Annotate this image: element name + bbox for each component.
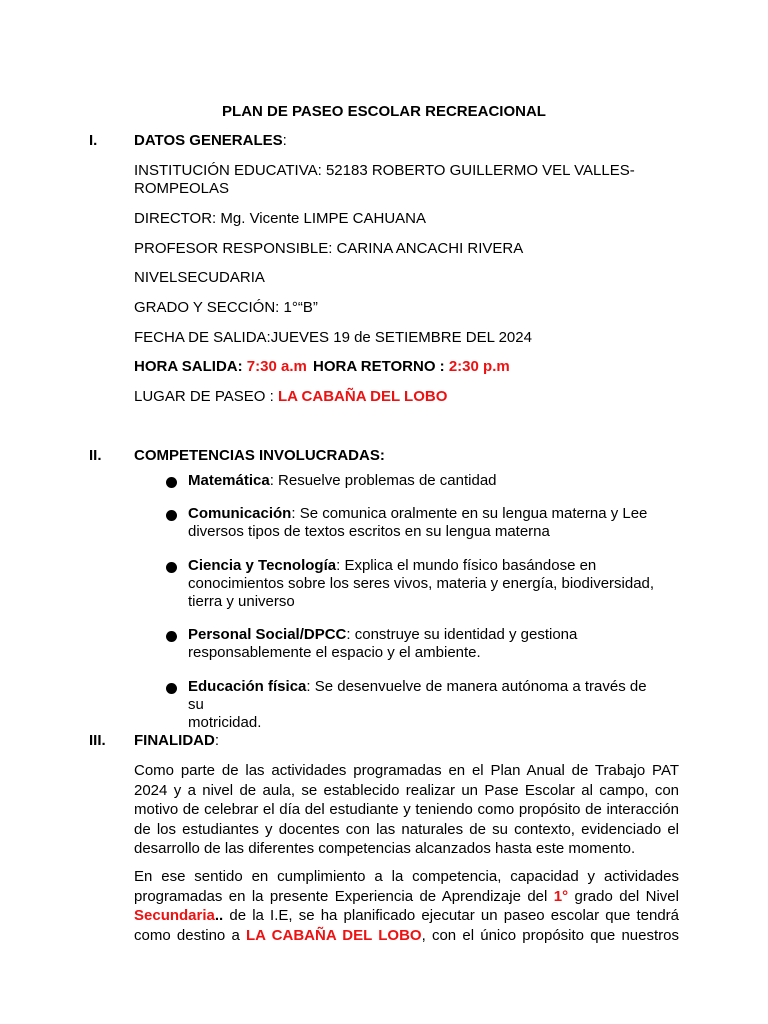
paragraph-line: de los estudiantes y docentes con las naturales de su contexto, evidenciado el xyxy=(134,820,679,838)
competencia-text xyxy=(188,472,666,490)
paragraph-line xyxy=(134,926,679,946)
p2-line-3-part-c: de la I.E, se ha planificado ejecutar un paseo escolar que tendrá xyxy=(223,907,679,924)
section-3-title xyxy=(134,732,219,749)
paragraph-line: desarrollo de las diferentes competencias alcanzados hasta este momento. xyxy=(134,840,636,857)
lugar-label: LUGAR DE PASEO : xyxy=(134,388,278,405)
finalidad-paragraph-1 xyxy=(134,761,679,859)
competencia-name: Personal Social/DPCC xyxy=(188,626,347,643)
grado-highlight: 1° xyxy=(553,887,569,905)
section-1-number: I. xyxy=(89,132,98,149)
institucion-line-1: INSTITUCIÓN EDUCATIVA: 52183 ROBERTO GUILLERMO VEL VALLES- xyxy=(134,162,635,179)
destino-highlight: LA CABAÑA DEL LOBO xyxy=(246,926,422,944)
competencia-text xyxy=(188,505,666,541)
paragraph-line: Como parte de las actividades programadas en el Plan Anual de Trabajo PAT xyxy=(134,762,679,779)
section-1-title-colon: : xyxy=(282,132,287,149)
paragraph-line: 2024 y a nivel de aula, se establecido realizar un Pase Escolar al campo, con xyxy=(134,781,679,799)
section-3-number: III. xyxy=(89,732,106,749)
competencia-name: Comunicación xyxy=(188,505,292,522)
p2-line-4-part-c: , con el único propósito que nuestros xyxy=(421,926,679,944)
competencia-desc-line-2: responsablemente el espacio y el ambiente. xyxy=(188,644,481,661)
bullet-dot xyxy=(166,510,177,521)
paragraph-line xyxy=(134,906,679,926)
competencia-name: Educación física xyxy=(188,678,307,695)
paragraph-line: En ese sentido en cumplimiento a la competencia, capacidad y actividades xyxy=(134,868,679,885)
section-2-title: COMPETENCIAS INVOLUCRADAS: xyxy=(134,447,385,464)
hora-salida-label: HORA SALIDA: xyxy=(134,358,247,375)
section-1-title-text: DATOS GENERALES xyxy=(134,132,283,149)
lugar-line xyxy=(134,388,654,406)
competencia-desc-line-2: conocimientos sobre los seres vivos, materia y energía, biodiversidad, xyxy=(188,575,655,592)
competencia-name: Ciencia y Tecnología xyxy=(188,557,337,574)
grado-line: GRADO Y SECCIÓN: 1°“B” xyxy=(134,299,318,316)
section-3-title-colon: : xyxy=(214,732,219,749)
section-3-title-text: FINALIDAD xyxy=(134,732,215,749)
p2-line-2-part-a: programadas en la presente Experiencia de Aprendizaje del xyxy=(134,887,554,905)
hora-salida-value: 7:30 a.m xyxy=(246,358,307,375)
fecha-line: FECHA DE SALIDA:JUEVES 19 de SETIEMBRE DEL 2024 xyxy=(134,329,532,346)
hora-retorno-value: 2:30 p.m xyxy=(448,358,510,375)
profesor-line: PROFESOR RESPONSIBLE: CARINA ANCACHI RIVERA xyxy=(134,240,524,257)
p2-line-4-part-a: como destino a xyxy=(134,926,247,944)
paragraph-line xyxy=(134,887,679,907)
hora-retorno-label: HORA RETORNO : xyxy=(313,358,449,375)
competencia-desc-line-1: : construye su identidad y gestiona xyxy=(346,626,578,643)
competencia-desc-line-1: : Se desenvuelve de manera autónoma a través de su xyxy=(188,678,647,713)
finalidad-paragraph-2 xyxy=(134,867,679,945)
institucion-line-2: ROMPEOLAS xyxy=(134,180,230,197)
bullet-dot xyxy=(166,683,177,694)
lugar-value: LA CABAÑA DEL LOBO xyxy=(277,388,448,405)
competencia-desc-line-2: diversos tipos de textos escritos en su lengua materna xyxy=(188,523,550,540)
bullet-dot xyxy=(166,562,177,573)
director-line: DIRECTOR: Mg. Vicente LIMPE CAHUANA xyxy=(134,210,427,227)
competencia-desc-line-1: : Se comunica oralmente en su lengua materna y Lee xyxy=(291,505,648,522)
competencia-desc-line-1: : Resuelve problemas de cantidad xyxy=(269,472,497,489)
competencia-desc-line-3: tierra y universo xyxy=(188,593,295,610)
hora-line xyxy=(134,358,654,376)
paragraph-line: motivo de celebrar el día del estudiante y teniendo como propósito de interacción xyxy=(134,801,679,818)
nivel-highlight: Secundaria xyxy=(134,907,215,924)
p2-line-2-part-c: grado del Nivel xyxy=(568,887,679,905)
competencia-name: Matemática xyxy=(188,472,270,489)
p2-line-3-dots: .. xyxy=(214,907,224,924)
bullet-dot xyxy=(166,477,177,488)
document-title: PLAN DE PASEO ESCOLAR RECREACIONAL xyxy=(222,103,546,120)
competencia-text xyxy=(188,626,666,662)
section-1-title xyxy=(134,132,287,149)
competencia-desc-line-2: motricidad. xyxy=(188,714,262,731)
section-2-number: II. xyxy=(89,447,102,464)
bullet-dot xyxy=(166,631,177,642)
competencia-text xyxy=(188,678,666,732)
nivel-line: NIVELSECUDARIA xyxy=(134,269,265,286)
competencia-text xyxy=(188,557,666,611)
competencia-desc-line-1: : Explica el mundo físico basándose en xyxy=(336,557,597,574)
